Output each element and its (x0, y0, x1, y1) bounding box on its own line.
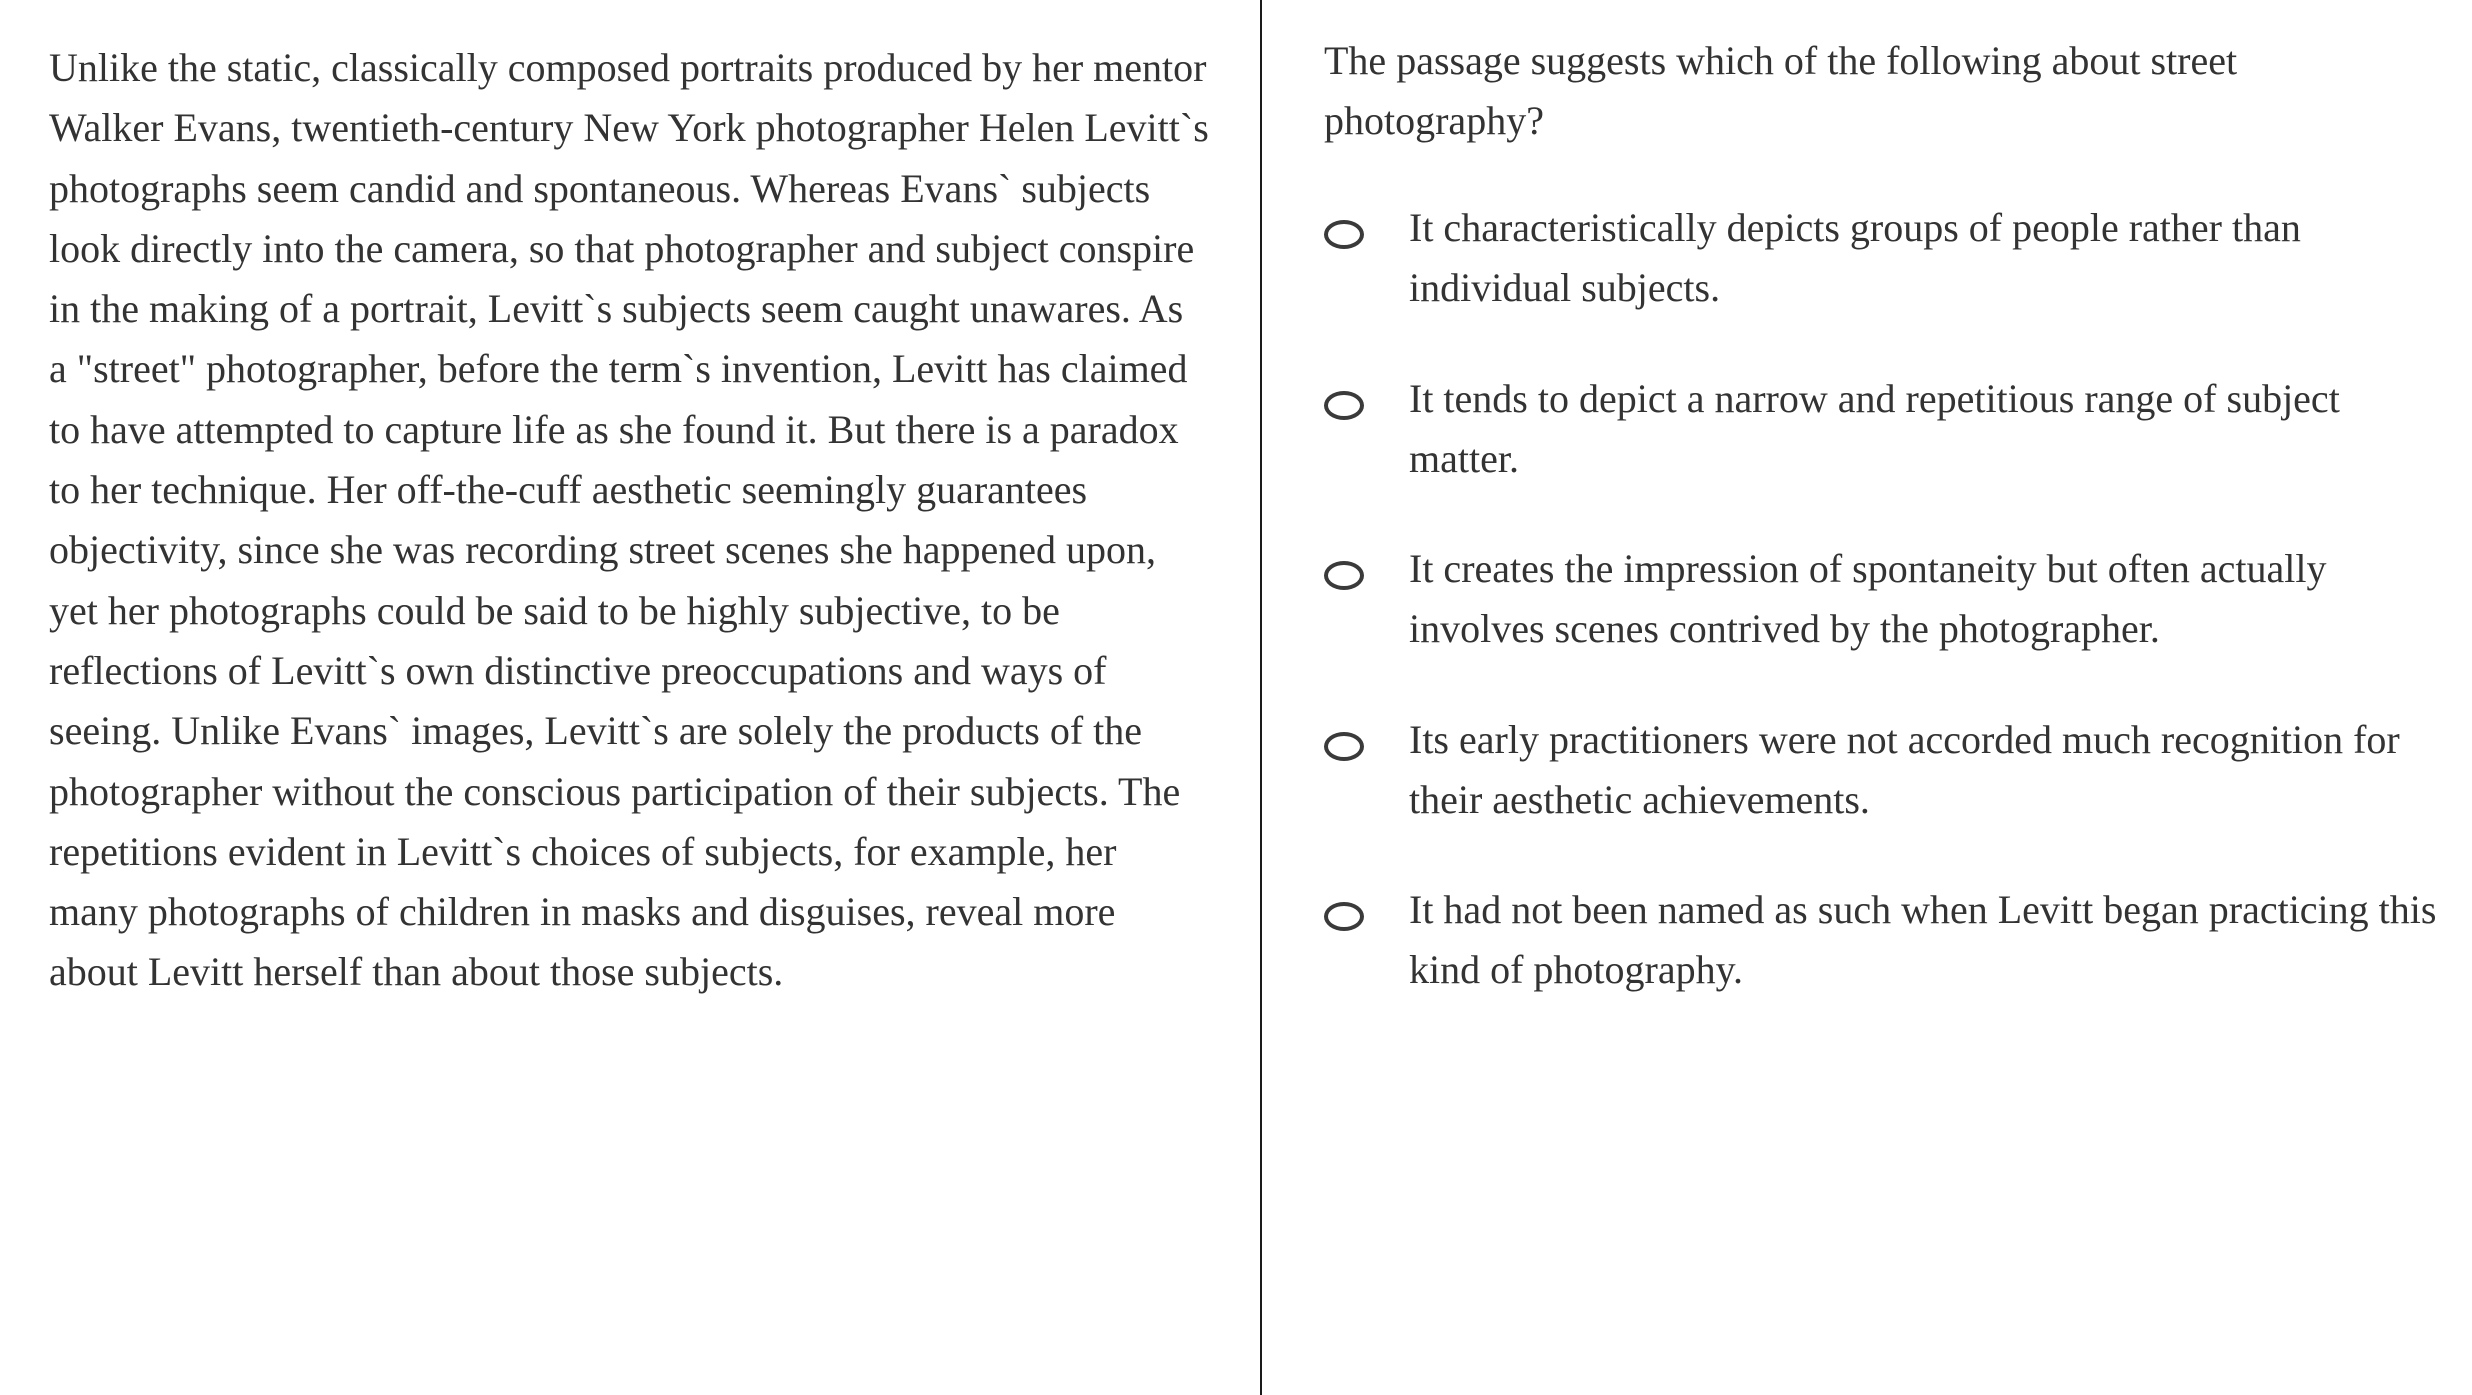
answer-choice-label[interactable]: It had not been named as such when Levitt began practicing this kind of photography. (1409, 887, 2437, 992)
answer-choice-1[interactable] (1324, 200, 2444, 320)
question-prompt: The passage suggests which of the following about street photography? (1324, 38, 2238, 143)
radio-button-icon[interactable] (1324, 732, 1364, 761)
answer-choice-label[interactable]: It characteristically depicts groups of people rather than individual subjects. (1409, 205, 2301, 310)
answer-choice-label[interactable]: Its early practitioners were not accorded much recognition for their aesthetic achievements. (1409, 716, 2400, 822)
radio-button-icon[interactable] (1324, 902, 1364, 931)
answer-choice-label[interactable]: It tends to depict a narrow and repetitious range of subject matter. (1409, 375, 2340, 481)
radio-button-icon[interactable] (1324, 220, 1364, 249)
answer-choice-5[interactable] (1324, 882, 2444, 1002)
radio-button-icon[interactable] (1324, 391, 1364, 420)
answer-choice-2[interactable] (1324, 371, 2444, 491)
answer-choice-3[interactable] (1324, 541, 2444, 661)
answer-choice-4[interactable] (1324, 712, 2444, 832)
reading-passage: Unlike the static, classically composed portraits produced by her mentor Walker Evans, twentieth-century New York photographer Helen Levitt`s photographs seem candid and spontaneous. Whereas Evans` subjects look directly into the camera, so that photographer and subject conspire in the making of a portrait, Levitt`s subjects seem caught unawares. As a "street" photographer, before the term`s invention, Levitt has claimed to have attempted to capture life as she found it. But there is a paradox to her technique. Her off-the-cuff aesthetic seemingly guarantees objectivity, since she was recording street scenes she happened upon, yet her photographs could be said to be highly subjective, to be reflections of Levitt`s own distinctive preoccupations and ways of seeing. Unlike Evans` images, Levitt`s are solely the products of the photographer without the conscious participation of their subjects. The repetitions evident in Levitt`s choices of subjects, for example, her many photographs of children in masks and disguises, reveal more about Levitt herself than about those subjects. (49, 45, 1209, 995)
radio-button-icon[interactable] (1324, 561, 1364, 590)
answer-choice-label[interactable]: It creates the impression of spontaneity but often actually involves scenes contrived by the photographer. (1409, 546, 2327, 651)
question-pane (1262, 0, 2472, 1395)
answer-choices (1324, 200, 2444, 1053)
